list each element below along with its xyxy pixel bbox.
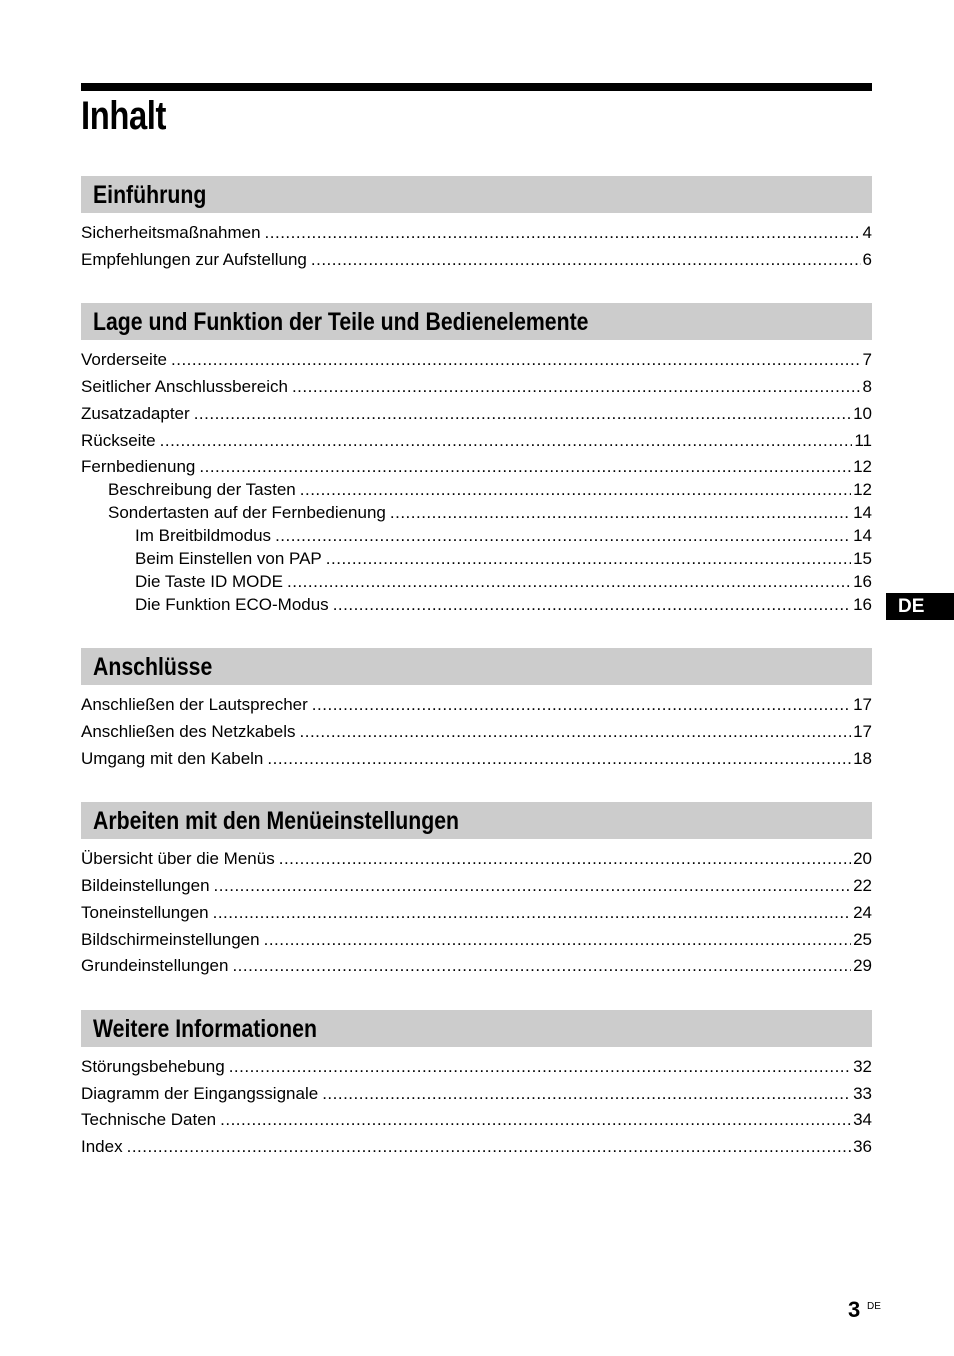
section-heading-label: Anschlüsse xyxy=(93,653,213,681)
section-heading-anschluesse xyxy=(81,648,872,685)
toc-entry-page: 22 xyxy=(853,876,872,895)
dot-leader xyxy=(220,1109,851,1131)
toc-entry[interactable] xyxy=(81,349,872,371)
toc-entry-label: Index xyxy=(81,1137,123,1156)
dot-leader xyxy=(390,502,851,524)
toc-entry-page: 32 xyxy=(853,1057,872,1076)
toc-subsubentry[interactable] xyxy=(135,525,872,547)
toc-entry-page: 17 xyxy=(853,722,872,741)
toc-entry[interactable] xyxy=(81,430,872,452)
toc-entry-page: 16 xyxy=(853,572,872,591)
toc-entry-page: 12 xyxy=(853,480,872,499)
toc-entry[interactable] xyxy=(81,748,872,770)
dot-leader xyxy=(265,222,861,244)
dot-leader xyxy=(292,376,861,398)
toc-entry-label: Die Taste ID MODE xyxy=(135,572,284,591)
toc-entry[interactable] xyxy=(81,1056,872,1078)
toc-entry-page: 10 xyxy=(853,404,872,423)
toc-entry-page: 15 xyxy=(853,549,872,568)
toc-entry-label: Beschreibung der Tasten xyxy=(108,480,296,499)
toc-subsubentry[interactable] xyxy=(135,548,872,570)
toc-entry[interactable] xyxy=(81,694,872,716)
toc-entry-label: Anschließen der Lautsprecher xyxy=(81,695,308,714)
toc-entry-page: 7 xyxy=(862,350,872,369)
toc-entry-page: 20 xyxy=(853,849,872,868)
toc-entry[interactable] xyxy=(81,1109,872,1131)
toc-subsubentry[interactable] xyxy=(135,571,872,593)
toc-entry[interactable] xyxy=(81,1136,872,1158)
toc-entry-page: 8 xyxy=(862,377,872,396)
toc-entry-page: 6 xyxy=(862,250,872,269)
dot-leader xyxy=(300,479,851,501)
page-title: Inhalt xyxy=(81,94,167,138)
dot-leader xyxy=(312,694,851,716)
toc-entry-page: 17 xyxy=(853,695,872,714)
dot-leader xyxy=(171,349,861,371)
toc-entry-page: 4 xyxy=(862,223,872,242)
toc-entry-label: Zusatzadapter xyxy=(81,404,190,423)
toc-entry-label: Toneinstellungen xyxy=(81,903,209,922)
section-heading-label: Einführung xyxy=(93,181,207,209)
toc-entry-label: Rückseite xyxy=(81,431,156,450)
toc-entry-label: Bildschirmeinstellungen xyxy=(81,930,260,949)
dot-leader xyxy=(311,249,861,271)
section-heading-teile xyxy=(81,303,872,340)
toc-entry-label: Umgang mit den Kabeln xyxy=(81,749,264,768)
toc-entry-label: Sondertasten auf der Fernbedienung xyxy=(108,503,386,522)
section-heading-einfuehrung xyxy=(81,176,872,213)
toc-entry-page: 14 xyxy=(853,526,872,545)
toc-entry-label: Störungsbehebung xyxy=(81,1057,225,1076)
dot-leader xyxy=(232,955,851,977)
toc-entry-label: Empfehlungen zur Aufstellung xyxy=(81,250,307,269)
toc-entry-label: Die Funktion ECO-Modus xyxy=(135,595,329,614)
toc-entry[interactable] xyxy=(81,376,872,398)
toc-entry[interactable] xyxy=(81,1083,872,1105)
toc-entry-page: 12 xyxy=(853,457,872,476)
dot-leader xyxy=(279,848,851,870)
toc-entry-page: 33 xyxy=(853,1084,872,1103)
toc-entry-page: 29 xyxy=(853,956,872,975)
dot-leader xyxy=(199,456,851,478)
section-heading-label: Lage und Funktion der Teile und Bedienelemente xyxy=(93,308,589,336)
toc-entry[interactable] xyxy=(81,848,872,870)
dot-leader xyxy=(333,594,851,616)
toc-entry-label: Beim Einstellen von PAP xyxy=(135,549,322,568)
dot-leader xyxy=(214,875,852,897)
dot-leader xyxy=(287,571,851,593)
toc-entry[interactable] xyxy=(81,955,872,977)
toc-entry-label: Technische Daten xyxy=(81,1110,217,1129)
toc-entry-label: Seitlicher Anschlussbereich xyxy=(81,377,288,396)
dot-leader xyxy=(160,430,853,452)
toc-entry-page: 14 xyxy=(853,503,872,522)
toc-entry-label: Im Breitbildmodus xyxy=(135,526,272,545)
toc-entry[interactable] xyxy=(81,456,872,478)
dot-leader xyxy=(264,929,851,951)
toc-entry[interactable] xyxy=(81,403,872,425)
dot-leader xyxy=(213,902,851,924)
dot-leader xyxy=(229,1056,851,1078)
toc-entry-label: Bildeinstellungen xyxy=(81,876,210,895)
toc-entry[interactable] xyxy=(81,222,872,244)
dot-leader xyxy=(194,403,851,425)
section-heading-label: Arbeiten mit den Menüeinstellungen xyxy=(93,807,460,835)
section-heading-label: Weitere Informationen xyxy=(93,1015,317,1043)
toc-entry[interactable] xyxy=(81,721,872,743)
toc-entry-page: 11 xyxy=(854,431,872,450)
section-heading-menueeinstellungen xyxy=(81,802,872,839)
toc-entry[interactable] xyxy=(81,875,872,897)
toc-entry-page: 36 xyxy=(853,1137,872,1156)
toc-subentry[interactable] xyxy=(108,502,872,524)
toc-entry-label: Sicherheitsmaßnahmen xyxy=(81,223,261,242)
toc-entry-page: 24 xyxy=(853,903,872,922)
dot-leader xyxy=(267,748,851,770)
toc-subsubentry[interactable] xyxy=(135,594,872,616)
toc-entry-label: Fernbedienung xyxy=(81,457,196,476)
toc-entry[interactable] xyxy=(81,249,872,271)
toc-entry-label: Grundeinstellungen xyxy=(81,956,229,975)
page-number: 3 xyxy=(848,1297,861,1322)
toc-subentry[interactable] xyxy=(108,479,872,501)
dot-leader xyxy=(300,721,852,743)
section-heading-weitere-informationen xyxy=(81,1010,872,1047)
toc-entry-page: 25 xyxy=(853,930,872,949)
title-rule xyxy=(81,83,872,91)
toc-entry-label: Vorderseite xyxy=(81,350,167,369)
dot-leader xyxy=(322,1083,851,1105)
dot-leader xyxy=(275,525,851,547)
toc-entry[interactable] xyxy=(81,929,872,951)
toc-entry-label: Anschließen des Netzkabels xyxy=(81,722,296,741)
toc-entry-page: 18 xyxy=(853,749,872,768)
toc-entry-page: 34 xyxy=(853,1110,872,1129)
toc-entry-page: 16 xyxy=(853,595,872,614)
dot-leader xyxy=(127,1136,851,1158)
toc-entry[interactable] xyxy=(81,902,872,924)
toc-entry-label: Übersicht über die Menüs xyxy=(81,849,275,868)
page-number-language: DE xyxy=(867,1301,881,1312)
dot-leader xyxy=(326,548,851,570)
toc-entry-label: Diagramm der Eingangssignale xyxy=(81,1084,319,1103)
language-tab: DE xyxy=(886,593,954,620)
